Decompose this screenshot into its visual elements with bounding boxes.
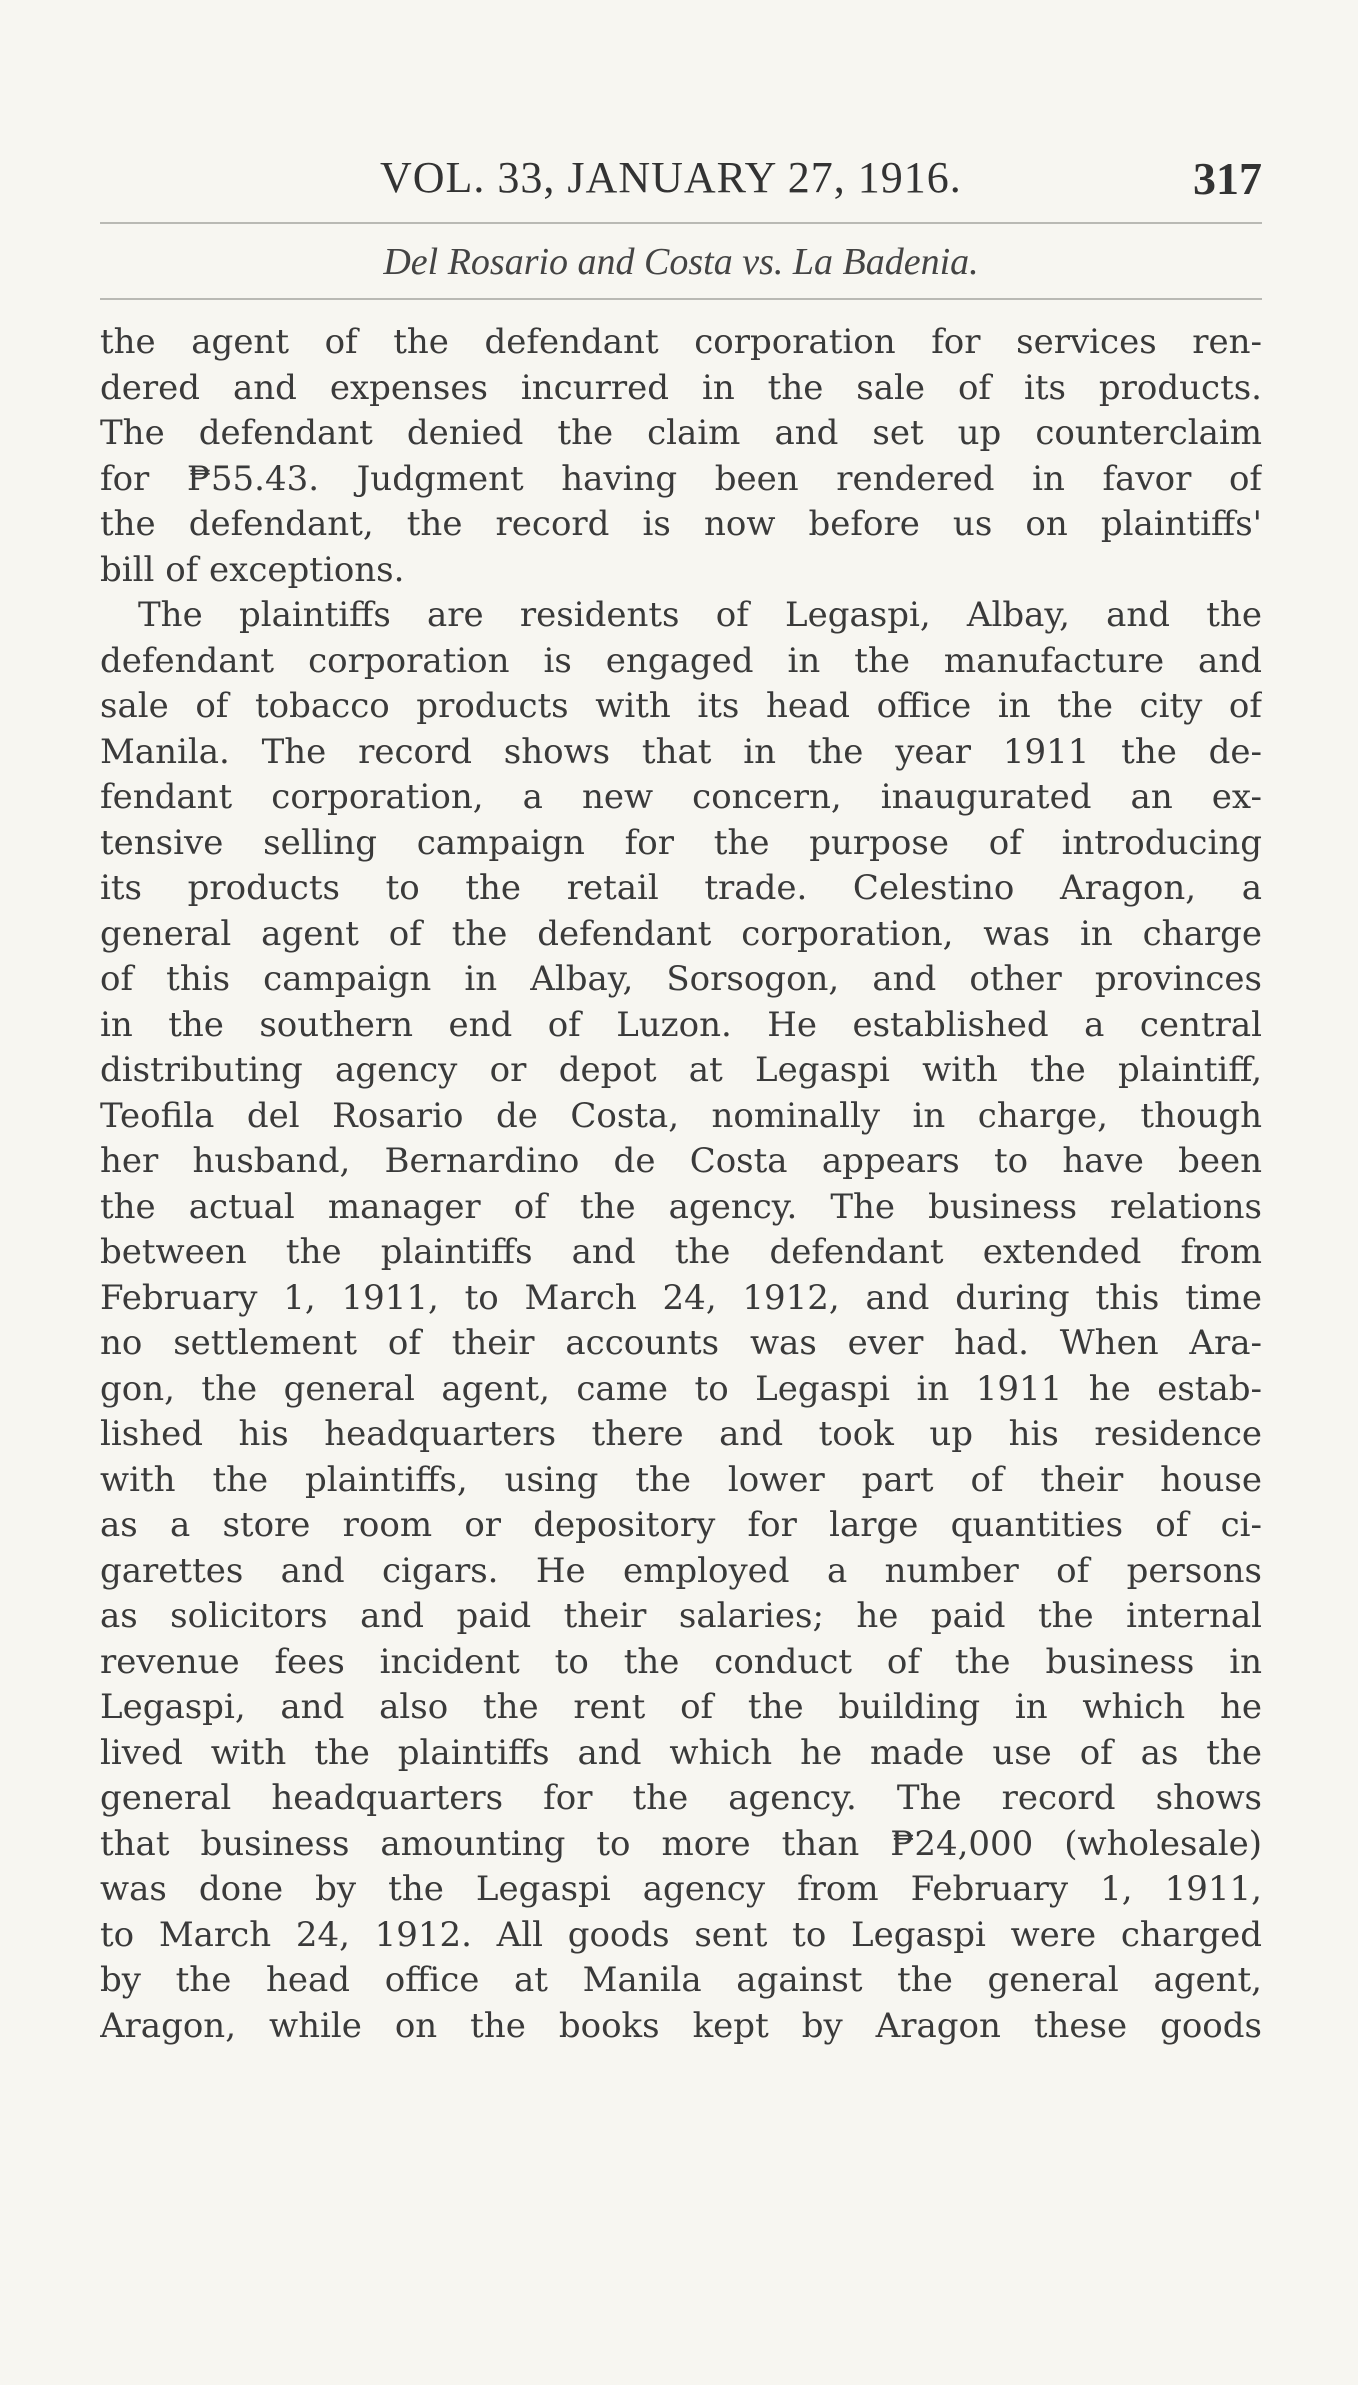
text-line: of this campaign in Albay, Sorsogon, and other provinces — [100, 959, 1262, 999]
body-text — [100, 320, 1262, 2049]
text-line: her husband, Bernardino de Costa appears to have been — [100, 1141, 1262, 1181]
text-line: with the plaintiffs, using the lower part of their house — [100, 1459, 1262, 1500]
text-line: the actual manager of the agency. The business relations — [100, 1186, 1262, 1227]
running-head — [100, 152, 1262, 212]
text-line: as solicitors and paid their salaries; he paid the internal — [100, 1596, 1262, 1636]
document-page — [100, 0, 1262, 2385]
text-line: revenue fees incident to the conduct of the business in — [100, 1641, 1262, 1682]
page-number: 317 — [1193, 153, 1262, 204]
text-line: The plaintiffs are residents of Legaspi, Albay, and the — [138, 595, 1262, 635]
text-line: fendant corporation, a new concern, inaugurated an ex- — [100, 777, 1262, 817]
header-rule-bottom — [100, 298, 1262, 300]
text-line: as a store room or depository for large quantities of ci- — [100, 1505, 1262, 1545]
text-line: garettes and cigars. He employed a number of persons — [100, 1550, 1262, 1591]
text-line: February 1, 1911, to March 24, 1912, and during this time — [100, 1277, 1262, 1318]
text-line: Aragon, while on the books kept by Aragon these goods — [100, 2005, 1262, 2046]
text-line: between the plaintiffs and the defendant extended from — [100, 1232, 1262, 1272]
text-line: The defendant denied the claim and set up counterclaim — [100, 413, 1262, 453]
text-line: that business amounting to more than ₱24,000 (wholesale) — [100, 1823, 1262, 1864]
text-line: bill of exceptions. — [100, 549, 405, 590]
text-line: dered and expenses incurred in the sale of its products. — [100, 367, 1262, 408]
text-line: the defendant, the record is now before us on plaintiffs' — [100, 504, 1262, 544]
text-line: by the head office at Manila against the general agent, — [100, 1960, 1262, 2000]
volume-date-line: VOL. 33, JANUARY 27, 1916. — [380, 153, 962, 202]
text-line: the agent of the defendant corporation for services ren- — [100, 322, 1262, 362]
text-line: sale of tobacco products with its head office in the city of — [100, 686, 1262, 726]
text-line: lived with the plaintiffs and which he made use of as the — [100, 1732, 1262, 1773]
text-line: was done by the Legaspi agency from February 1, 1911, — [100, 1869, 1262, 1909]
text-line: its products to the retail trade. Celestino Aragon, a — [100, 868, 1262, 908]
text-line: no settlement of their accounts was ever had. When Ara- — [100, 1323, 1262, 1363]
text-line: Legaspi, and also the rent of the building in which he — [100, 1687, 1262, 1727]
text-line: Manila. The record shows that in the year 1911 the de- — [100, 731, 1262, 772]
text-line: to March 24, 1912. All goods sent to Legaspi were charged — [100, 1914, 1262, 1955]
text-line: in the southern end of Luzon. He established a central — [100, 1004, 1262, 1045]
text-line: general agent of the defendant corporation, was in charge — [100, 913, 1262, 954]
text-line: general headquarters for the agency. The record shows — [100, 1778, 1262, 1818]
text-line: defendant corporation is engaged in the manufacture and — [100, 640, 1262, 681]
case-title: Del Rosario and Costa vs. La Badenia. — [383, 241, 979, 283]
text-line: tensive selling campaign for the purpose of introducing — [100, 822, 1262, 863]
text-line: Teofila del Rosario de Costa, nominally in charge, though — [100, 1095, 1262, 1136]
text-line: distributing agency or depot at Legaspi with the plaintiff, — [100, 1050, 1262, 1090]
header-rule-top — [100, 222, 1262, 224]
text-line: gon, the general agent, came to Legaspi in 1911 he estab- — [100, 1368, 1262, 1409]
text-line: for ₱55.43. Judgment having been rendered in favor of — [100, 458, 1262, 499]
text-line: lished his headquarters there and took up his residence — [100, 1414, 1262, 1454]
